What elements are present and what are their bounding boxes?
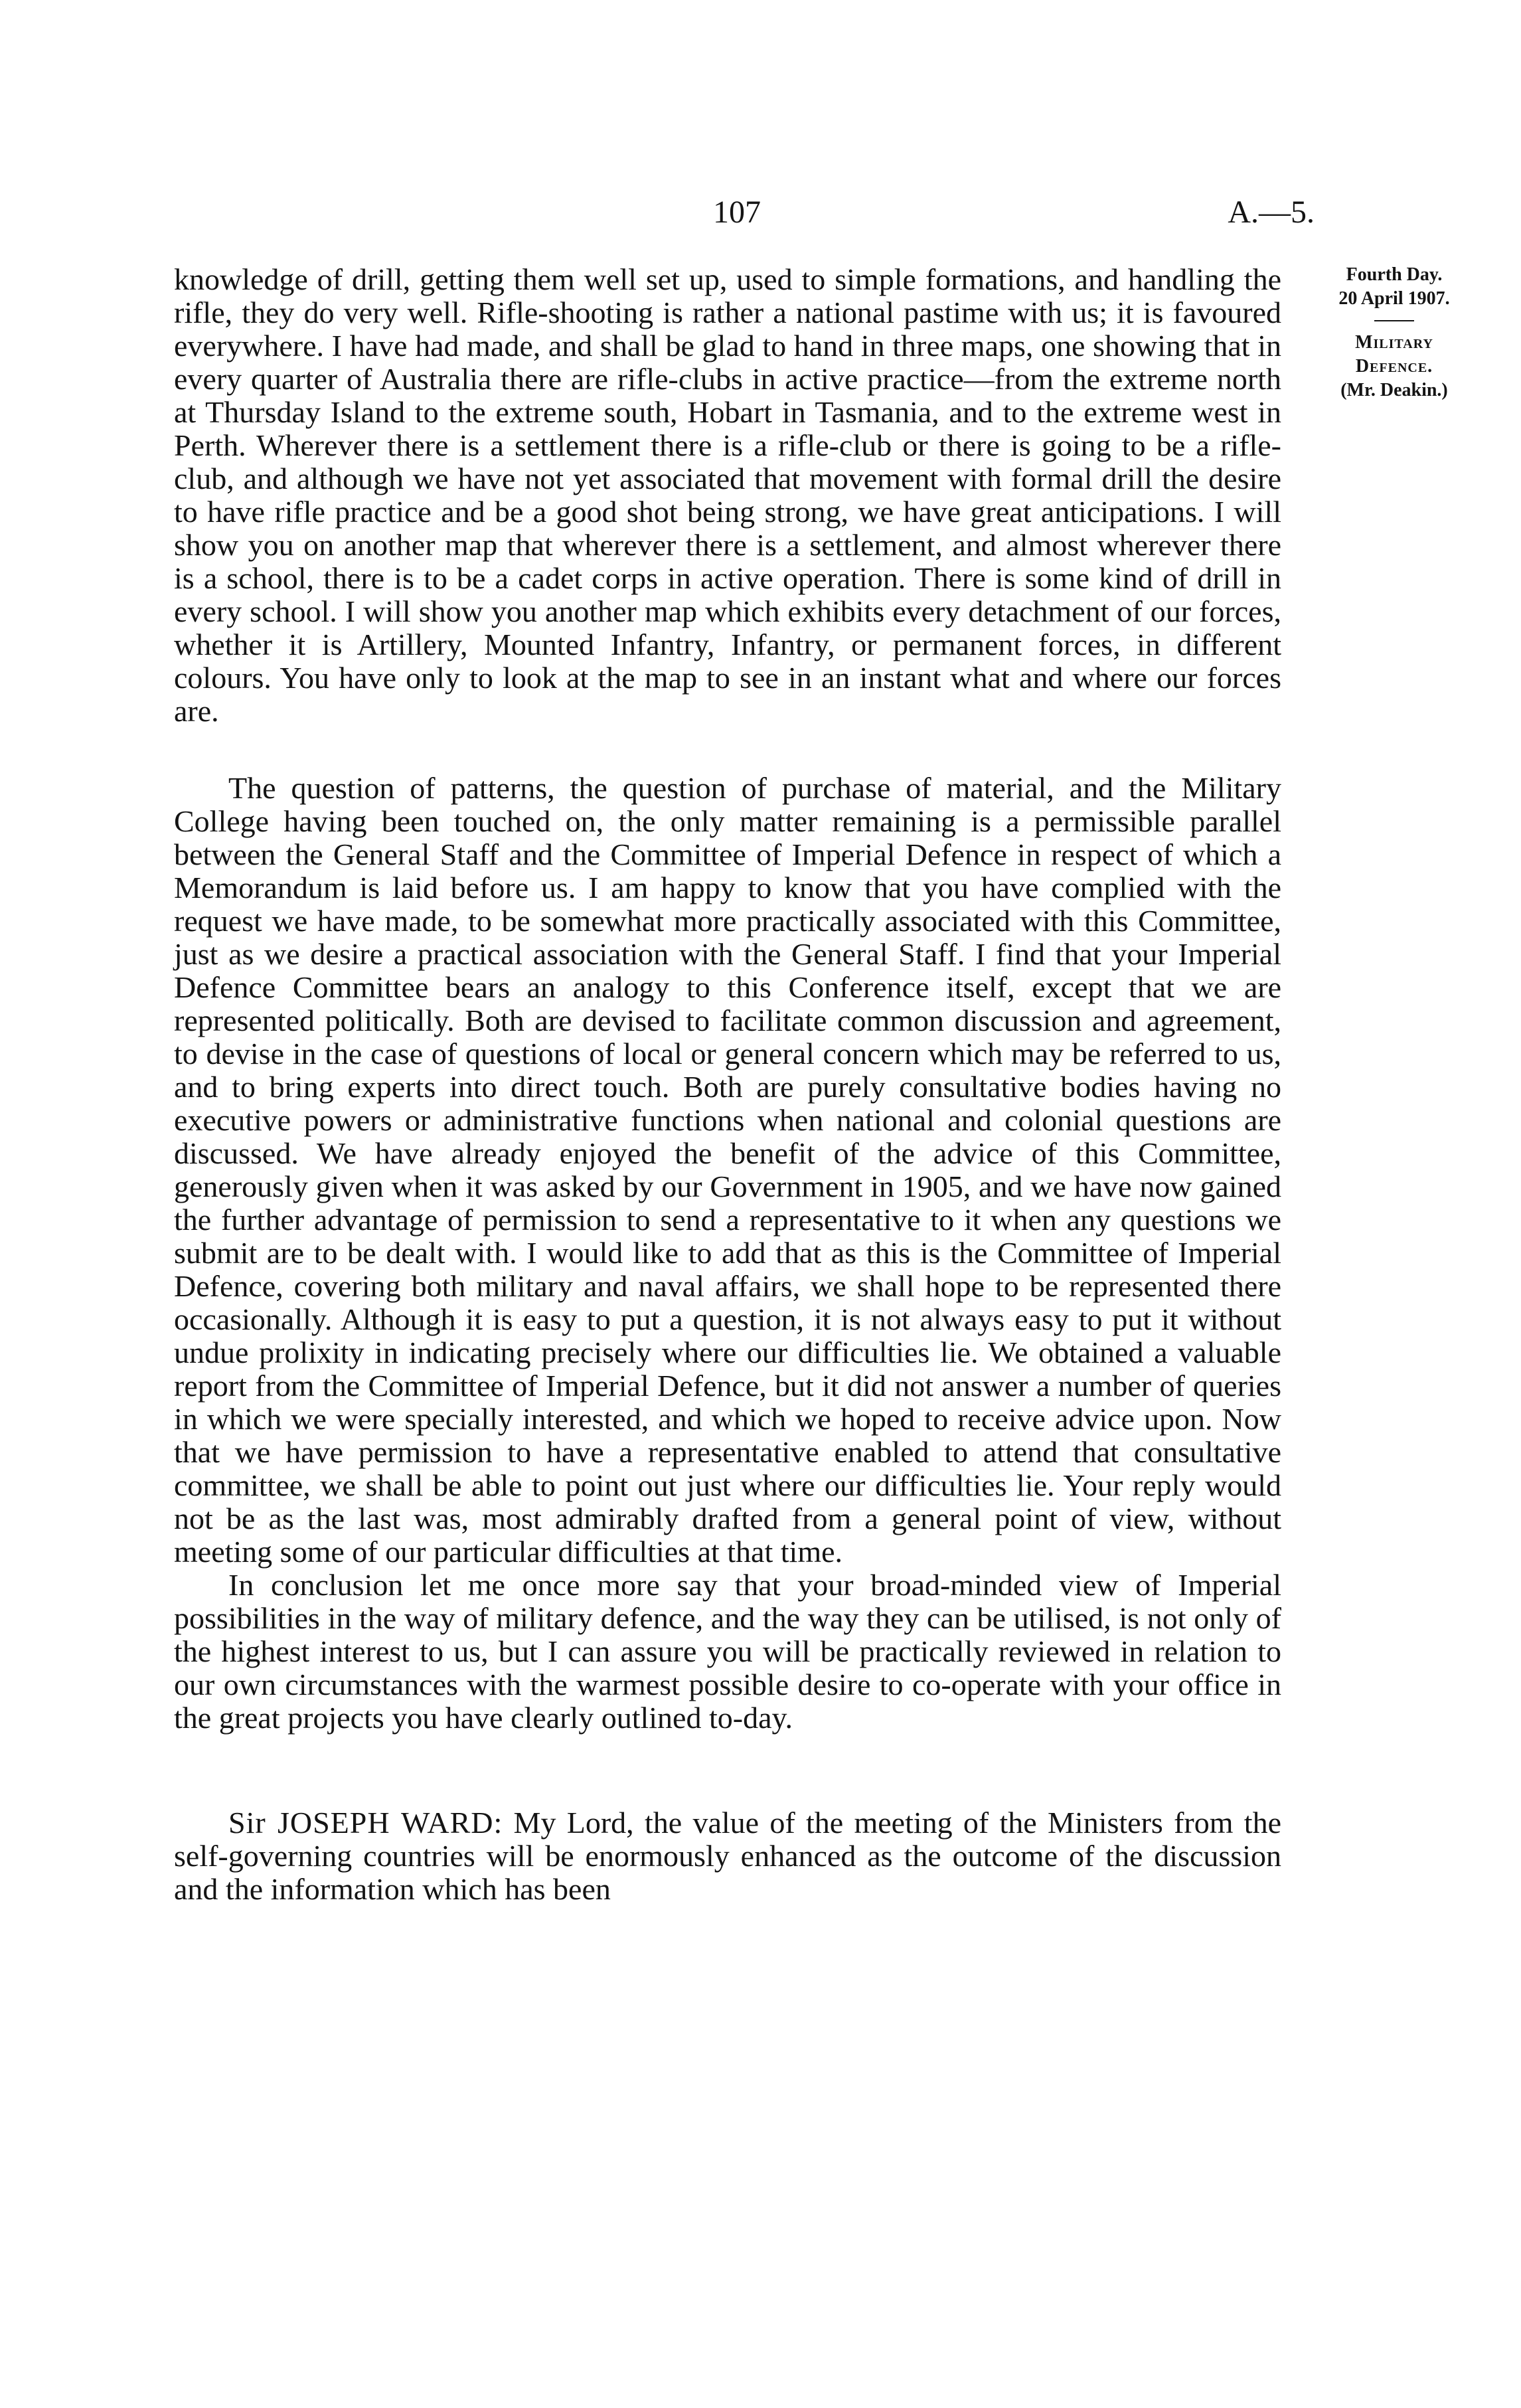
paragraph-patterns: The question of patterns, the question of purchase of material, and the Military College having been touched on, the only matter remaining is a permissible parallel between the General Staff and the Committee of Imperial Defence in respect of which a Memorandum is laid before us. I am happy to know that you have complied with the request we have made, to be somewhat more practically associated with this Committee, just as we desire a practical association with the General Staff. I find that your Imperial Defence Committee bears an analogy to this Conference itself, except that we are represented politically. Both are devised to facilitate common discussion and agreement, to devise in the case of questions of local or general concern which may be referred to us, and to bring experts into direct touch. Both are purely consultative bodies having no executive powers or administrative functions when national and colonial questions are discussed. We have already enjoyed the benefit of the advice of this Committee, generously given when it was asked by our Government in 1905, and we have now gained the further advantage of permission to send a representative to it when any questions we submit are to be dealt with. I would like to add that as this is the Committee of Imperial Defence, covering both military and naval affairs, we shall hope to be represented there occasionally. Although it is easy to put a question, it is not always easy to put it without undue prolixity in indicating precisely where our difficulties lie. We obtained a valuable report from the Committee of Imperial Defence, but it did not answer a number of queries in which we were specially interested, and which we hoped to receive advice upon. Now that we have permission to have a representative enabled to attend that consultative committee, we shall be able to point out just where our difficulties lie. Your reply would not be as the last was, most admirably drafted from a general point of view, without meeting some of our particular difficulties at that time. bbox=[174, 771, 1281, 1569]
paragraph-conclusion: In conclusion let me once more say that your broad-minded view of Imperial possibilities in the way of military defence, and the way they can be utilised, is not only of the highest interest to us, but I can assure you will be practically reviewed in relation to our own circumstances with the warmest possible desire to co-operate with your office in the great projects you have clearly outlined to-day. bbox=[174, 1568, 1281, 1735]
margin-date: 20 April 1907. bbox=[1338, 288, 1450, 309]
margin-divider bbox=[1374, 320, 1414, 321]
paper-reference: A.—5. bbox=[1228, 195, 1315, 230]
body-text bbox=[174, 263, 1281, 1906]
speaker-name: Sir JOSEPH WARD: bbox=[228, 1806, 503, 1840]
page-number: 107 bbox=[713, 195, 761, 230]
paragraph-drill: knowledge of drill, getting them well set up, used to simple formations, and handling the rifle, they do very well. Rifle-shooting is rather a national pastime with us; it is favoured everywhere. I have had made, and shall be glad to hand in three maps, one showing that in every quarter of Australia there are rifle-clubs in active practice—from the extreme north at Thursday Island to the extreme south, Hobart in Tasmania, and to the extreme west in Perth. Wherever there is a settlement there is a rifle-club or there is going to be a rifle-club, and although we have not yet associated that movement with formal drill the desire to have rifle practice and be a good shot being strong, we have great anticipations. I will show you on another map that wherever there is a settlement, and almost wherever there is a school, there is to be a cadet corps in active operation. There is some kind of drill in every school. I will show you another map which exhibits every detachment of our forces, whether it is Artillery, Mounted Infantry, Infantry, or permanent forces, in different colours. You have only to look at the map to see in an instant what and where our forces are. bbox=[174, 262, 1281, 728]
margin-topic-line2: Defence. bbox=[1355, 356, 1433, 377]
margin-topic-line1: Military bbox=[1355, 332, 1433, 353]
margin-day: Fourth Day. bbox=[1346, 264, 1443, 285]
paragraph-ward bbox=[174, 1806, 1281, 1906]
margin-speaker: (Mr. Deakin.) bbox=[1340, 380, 1448, 400]
ward-text: My Lord, the value of the meeting of the Ministers from the self-governing countries will be enormously enhanced as the outcome of the discussion and the information which has been bbox=[174, 1806, 1281, 1906]
margin-note bbox=[1301, 263, 1487, 402]
